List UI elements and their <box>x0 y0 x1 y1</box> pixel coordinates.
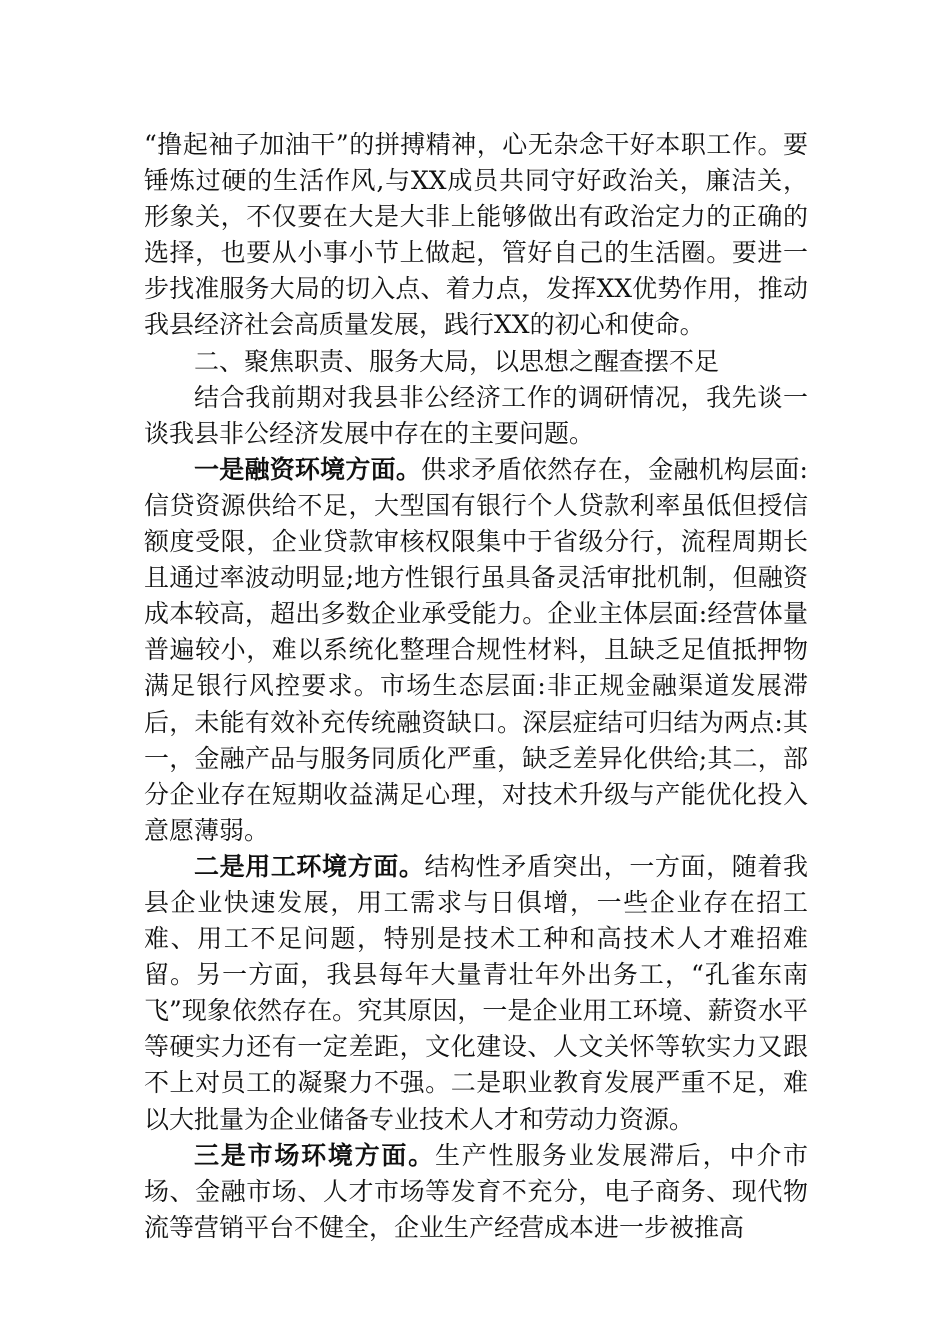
paragraph-text: 生产性服务业发展滞后，中介市场、金融市场、人才市场等发育不充分，电子商务、现代物流等营销平台不健全，企业生产经营成本进一步被推高 <box>144 1140 808 1242</box>
section-heading <box>144 344 808 380</box>
paragraph-lead: 二是用工环境方面。 <box>194 851 425 881</box>
paragraph-lead: 一是融资环境方面。 <box>194 454 422 484</box>
paragraph-intro <box>144 380 808 452</box>
paragraph-lead: 三是市场环境方面。 <box>194 1140 435 1170</box>
paragraph-text: “撸起袖子加油干”的拼搏精神，心无杂念干好本职工作。要锤炼过硬的生活作风,与XX成员共同守好政治关，廉洁关，形象关，不仅要在大是大非上能够做出有政治定力的正确的选择，也要从小事小节上做起，管好自己的生活圈。要进一步找准服务大局的切入点、着力点，发挥XX优势作用，推动我县经济社会高质量发展，践行XX的初心和使命。 <box>144 130 808 340</box>
paragraph-text: 结构性矛盾突出，一方面，随着我县企业快速发展，用工需求与日俱增，一些企业存在招工难、用工不足问题，特别是技术工种和高技术人才难招难留。另一方面，我县每年大量青壮年外出务工，“孔雀东南飞”现象依然存在。究其原因，一是企业用工环境、薪资水平等硬实力还有一定差距，文化建设、人文关怀等软实力又跟不上对员工的凝聚力不强。二是职业教育发展严重不足，难以大批量为企业储备专业技术人才和劳动力资源。 <box>144 851 808 1134</box>
paragraph-market <box>144 1138 808 1246</box>
paragraph-continuation <box>144 127 808 344</box>
paragraph-text: 供求矛盾依然存在，金融机构层面:信贷资源供给不足，大型国有银行个人贷款利率虽低但授信额度受限，企业贷款审核权限集中于省级分行，流程周期长且通过率波动明显;地方性银行虽具备灵活审批机制，但融资成本较高，超出多数企业承受能力。企业主体层面:经营体量普遍较小，难以系统化整理合规性材料，且缺乏足值抵押物满足银行风控要求。市场生态层面:非正规金融渠道发展滞后，未能有效补充传统融资缺口。深层症结可归结为两点:其一，金融产品与服务同质化严重，缺乏差异化供给;其二，部分企业存在短期收益满足心理，对技术升级与产能优化投入意愿薄弱。 <box>144 454 808 845</box>
section-heading-text: 二、聚焦职责、服务大局，以思想之醒查摆不足 <box>194 346 720 376</box>
paragraph-text: 结合我前期对我县非公经济工作的调研情况，我先谈一谈我县非公经济发展中存在的主要问题。 <box>144 382 808 448</box>
paragraph-employment <box>144 849 808 1138</box>
paragraph-financing <box>144 452 808 849</box>
